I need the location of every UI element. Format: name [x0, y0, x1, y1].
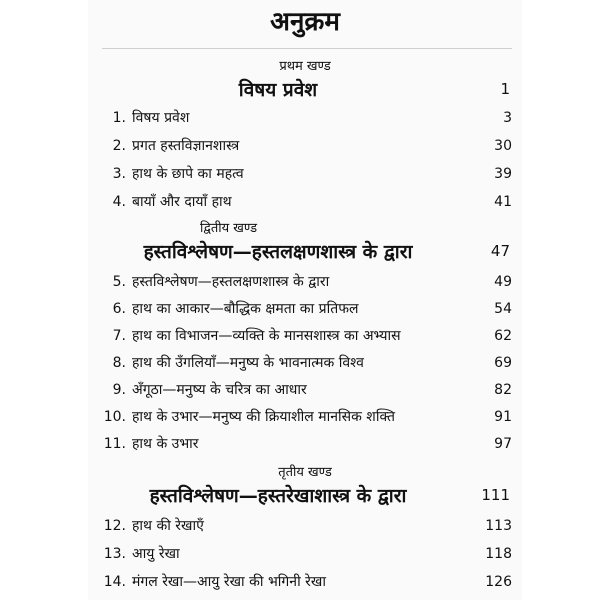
- section-heading-2: हस्तविश्लेषण—हस्तलक्षणशास्त्र के द्वारा: [143, 241, 413, 263]
- entry-title: विषय प्रवेश: [132, 110, 190, 126]
- entry-number: 2.: [112, 138, 126, 154]
- entry-title: आयु रेखा: [132, 546, 180, 562]
- toc-entry[interactable]: [102, 190, 512, 214]
- toc-entry[interactable]: [102, 432, 512, 456]
- toc-entry[interactable]: [102, 324, 512, 348]
- entry-page: 97: [494, 436, 512, 452]
- entry-number: 6.: [112, 301, 126, 317]
- entry-number: 13.: [103, 546, 126, 562]
- toc-entry[interactable]: [102, 514, 512, 538]
- entry-title: हाथ की रेखाएँ: [132, 518, 204, 534]
- entry-page: 69: [494, 355, 512, 371]
- section-heading-3: हस्तविश्लेषण—हस्तरेखाशास्त्र के द्वारा: [149, 485, 407, 507]
- section-label-3: तृतीय खण्ड: [278, 465, 332, 480]
- entry-page: 49: [494, 274, 512, 290]
- section-page-2: 47: [490, 242, 510, 260]
- entry-page: 41: [494, 194, 512, 210]
- entry-title: हाथ के छापे का महत्व: [132, 166, 244, 182]
- entry-title: हाथ के उभार—मनुष्य की क्रियाशील मानसिक शक्ति: [132, 409, 395, 425]
- entry-page: 3: [503, 110, 512, 126]
- page-title: अनुक्रम: [270, 7, 340, 37]
- toc-entry[interactable]: [102, 134, 512, 158]
- entry-number: 14.: [103, 574, 126, 590]
- entry-title: हाथ के उभार: [132, 436, 199, 452]
- entry-number: 4.: [112, 194, 126, 210]
- entry-page: 39: [494, 166, 512, 182]
- entry-title: हाथ का आकार—बौद्धिक क्षमता का प्रतिफल: [132, 301, 359, 317]
- entry-title: हस्तविश्लेषण—हस्तलक्षणशास्त्र के द्वारा: [132, 274, 330, 290]
- entry-page: 62: [494, 328, 512, 344]
- section-label-2: द्वितीय खण्ड: [200, 221, 258, 236]
- entry-title: मंगल रेखा—आयु रेखा की भगिनी रेखा: [132, 574, 326, 590]
- entry-number: 8.: [112, 355, 126, 371]
- toc-entry[interactable]: [102, 378, 512, 402]
- toc-entry[interactable]: [102, 351, 512, 375]
- entry-page: 30: [494, 138, 512, 154]
- entry-number: 3.: [112, 166, 126, 182]
- toc-entry[interactable]: [102, 542, 512, 566]
- section-page-1: 1: [500, 80, 510, 98]
- toc-entry[interactable]: [102, 106, 512, 130]
- entry-number: 1.: [112, 110, 126, 126]
- entry-page: 54: [494, 301, 512, 317]
- entry-number: 5.: [112, 274, 126, 290]
- entry-page: 82: [494, 382, 512, 398]
- toc-entry[interactable]: [102, 405, 512, 429]
- entry-number: 12.: [103, 518, 126, 534]
- toc-entry[interactable]: [102, 270, 512, 294]
- entry-number: 11.: [103, 436, 126, 452]
- toc-entry[interactable]: [102, 297, 512, 321]
- entry-number: 9.: [112, 382, 126, 398]
- entry-number: 10.: [103, 409, 126, 425]
- entry-number: 7.: [112, 328, 126, 344]
- entry-page: 113: [485, 518, 512, 534]
- entry-title: बायाँ और दायाँ हाथ: [132, 194, 232, 210]
- section-label-1: प्रथम खण्ड: [279, 59, 331, 74]
- entry-title: प्रगत हस्तविज्ञानशास्त्र: [132, 138, 240, 154]
- entry-title: हाथ का विभाजन—व्यक्ति के मानसशास्त्र का अभ्यास: [132, 328, 401, 344]
- toc-entry[interactable]: [102, 570, 512, 594]
- section-page-3: 111: [481, 486, 510, 504]
- entry-page: 126: [485, 574, 512, 590]
- section-heading-1: विषय प्रवेश: [238, 79, 318, 101]
- title-divider: [102, 48, 512, 49]
- toc-entry[interactable]: [102, 162, 512, 186]
- entry-title: अँगूठा—मनुष्य के चरित्र का आधार: [132, 382, 307, 398]
- contents-page: [88, 0, 522, 600]
- entry-page: 118: [485, 546, 512, 562]
- entry-page: 91: [494, 409, 512, 425]
- entry-title: हाथ की उँगलियाँ—मनुष्य के भावनात्मक विश्व: [132, 355, 364, 371]
